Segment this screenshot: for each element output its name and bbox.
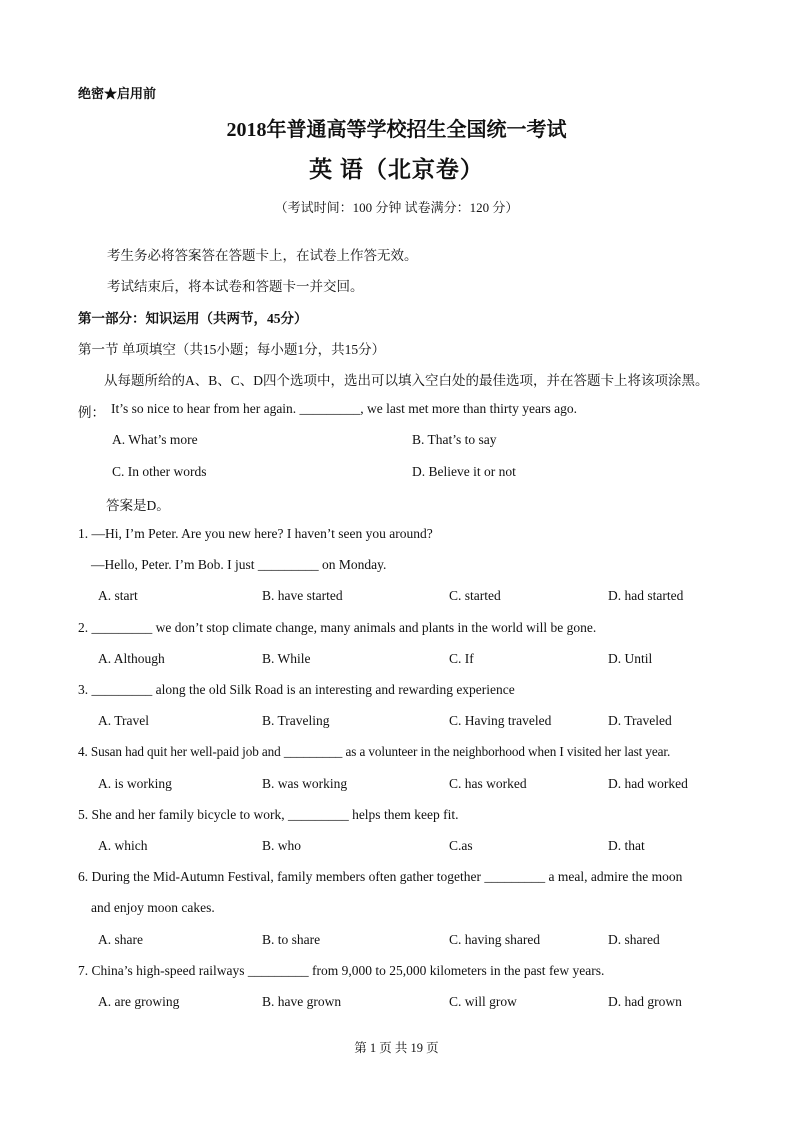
- question-6-stem: 6. During the Mid-Autumn Festival, family members often gather together _________ a meal, admire the moon: [78, 869, 683, 884]
- question-6-stem-cont: and enjoy moon cakes.: [91, 900, 215, 915]
- question-3-option-c: C. Having traveled: [449, 713, 552, 728]
- question-1-option-c: C. started: [449, 588, 501, 603]
- question-6-option-b: B. to share: [262, 932, 321, 947]
- secret-label: 绝密★启用前: [78, 86, 157, 101]
- exam-title: 2018年普通高等学校招生全国统一考试: [226, 119, 567, 141]
- question-4-option-b: B. was working: [262, 776, 348, 791]
- part-title: 第一部分：知识运用（共两节，45分）: [78, 311, 308, 326]
- question-2-option-a: A. Although: [98, 651, 165, 666]
- question-2-option-b: B. While: [262, 651, 311, 666]
- example-answer: 答案是D。: [106, 498, 170, 513]
- section-title: 第一节 单项填空（共15小题；每小题1分，共15分）: [78, 342, 386, 357]
- question-5-option-c: C.as: [449, 838, 473, 853]
- question-7-option-a: A. are growing: [98, 994, 180, 1009]
- example-stem: It’s so nice to hear from her again. _________, we last met more than thirty years ago.: [111, 401, 577, 416]
- question-3-option-a: A. Travel: [98, 713, 150, 728]
- question-3-option-b: B. Traveling: [262, 713, 330, 728]
- example-option-a: A. What’s more: [112, 432, 198, 447]
- question-7-option-c: C. will grow: [449, 994, 517, 1009]
- question-4-stem: 4. Susan had quit her well-paid job and _________ as a volunteer in the neighborhood when I visited her last year.: [78, 744, 671, 759]
- exam-info: （考试时间：100 分钟 试卷满分：120 分）: [274, 200, 519, 215]
- instruction: 从每题所给的A、B、C、D四个选项中，选出可以填入空白处的最佳选项，并在答题卡上将该项涂黑。: [104, 373, 709, 388]
- example-option-d: D. Believe it or not: [412, 464, 516, 479]
- question-1-stem-cont: —Hello, Peter. I’m Bob. I just _________ on Monday.: [91, 557, 387, 572]
- exam-subtitle: 英 语（北京卷）: [309, 157, 484, 182]
- question-7-option-b: B. have grown: [262, 994, 342, 1009]
- example-option-b: B. That’s to say: [412, 432, 497, 447]
- question-5-option-b: B. who: [262, 838, 302, 853]
- question-5-stem: 5. She and her family bicycle to work, _________ helps them keep fit.: [78, 807, 459, 822]
- question-3-option-d: D. Traveled: [608, 713, 672, 728]
- question-2-option-c: C. If: [449, 651, 474, 666]
- note-2: 考试结束后，将本试卷和答题卡一并交回。: [107, 279, 364, 294]
- question-5-option-a: A. which: [98, 838, 148, 853]
- question-5-option-d: D. that: [608, 838, 645, 853]
- note-1: 考生务必将答案答在答题卡上，在试卷上作答无效。: [107, 248, 418, 263]
- question-1-option-d: D. had started: [608, 588, 684, 603]
- question-2-option-d: D. Until: [608, 651, 653, 666]
- question-1-stem: 1. —Hi, I’m Peter. Are you new here? I haven’t seen you around?: [78, 526, 433, 541]
- question-6-option-c: C. having shared: [449, 932, 541, 947]
- example-label: 例：: [78, 405, 105, 420]
- question-6-option-a: A. share: [98, 932, 143, 947]
- question-6-option-d: D. shared: [608, 932, 660, 947]
- question-1-option-a: A. start: [98, 588, 138, 603]
- question-4-option-c: C. has worked: [449, 776, 527, 791]
- question-4-option-d: D. had worked: [608, 776, 688, 791]
- question-1-option-b: B. have started: [262, 588, 343, 603]
- question-2-stem: 2. _________ we don’t stop climate change, many animals and plants in the world will be gone.: [78, 620, 597, 635]
- page-footer: 第 1 页 共 19 页: [354, 1041, 439, 1055]
- question-7-stem: 7. China’s high-speed railways _________ from 9,000 to 25,000 kilometers in the past few years.: [78, 963, 605, 978]
- question-3-stem: 3. _________ along the old Silk Road is an interesting and rewarding experience: [78, 682, 515, 697]
- question-4-option-a: A. is working: [98, 776, 172, 791]
- example-option-c: C. In other words: [112, 464, 207, 479]
- question-7-option-d: D. had grown: [608, 994, 682, 1009]
